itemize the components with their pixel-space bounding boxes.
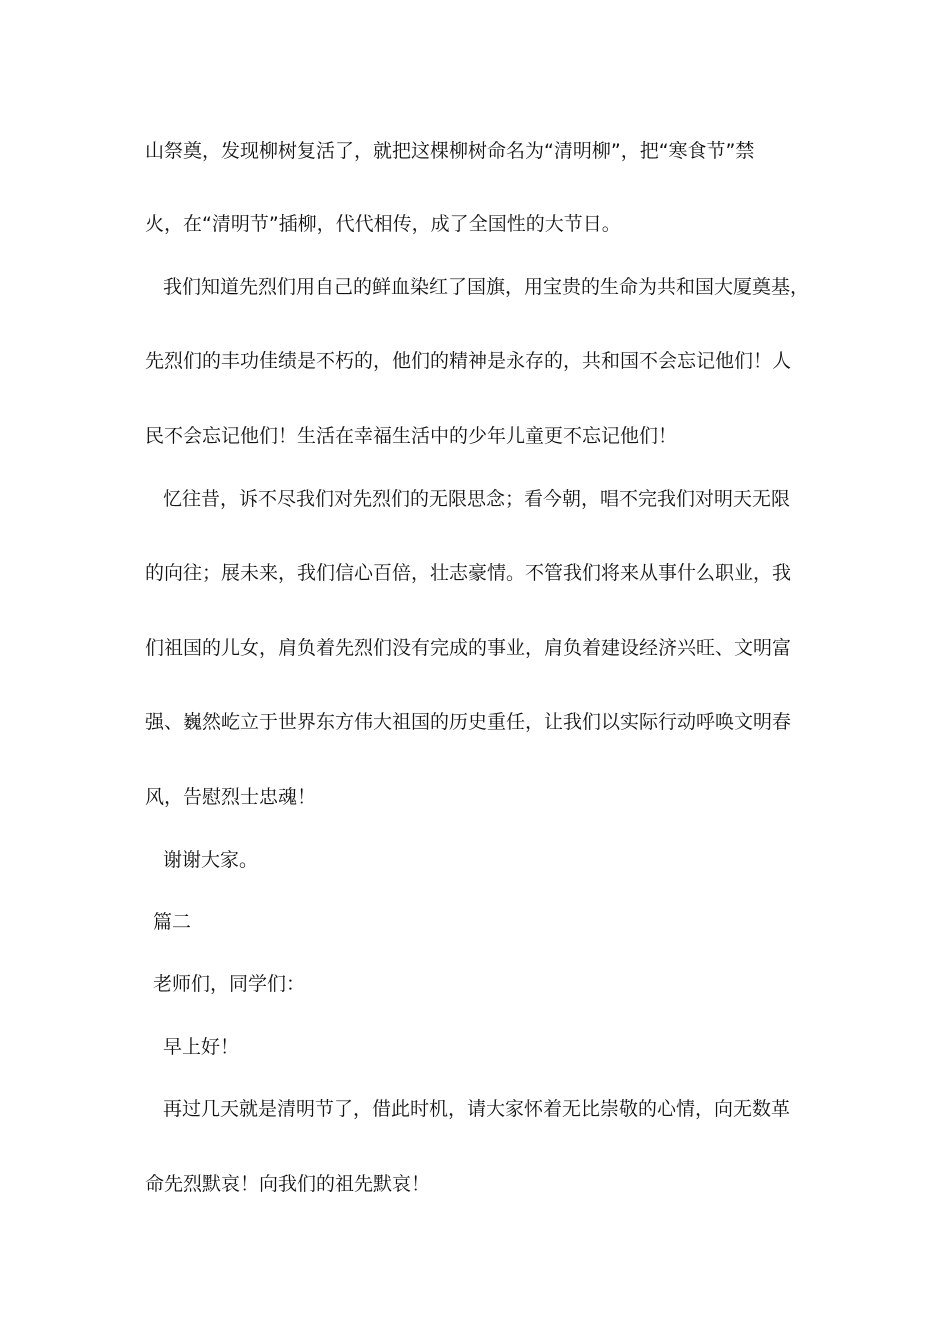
text-line: 民不会忘记他们！生活在幸福生活中的少年儿童更不忘记他们！: [145, 425, 678, 447]
text-line: 的向往；展未来，我们信心百倍，壮志豪情。不管我们将来从事什么职业，我: [145, 562, 792, 584]
paragraph-start: 再过几天就是清明节了，借此时机，请大家怀着无比崇敬的心情，向无数革: [163, 1098, 791, 1120]
paragraph-start: 忆往昔，诉不尽我们对先烈们的无限思念；看今朝，唱不完我们对明天无限: [163, 488, 791, 510]
text-line: 先烈们的丰功佳绩是不朽的，他们的精神是永存的，共和国不会忘记他们！人: [145, 350, 792, 372]
section-heading: 篇二: [153, 911, 192, 933]
text-line: 火，在“清明节”插柳，代代相传，成了全国性的大节日。: [145, 213, 621, 235]
text-line: 风，告慰烈士忠魂！: [145, 786, 317, 808]
closing-line: 谢谢大家。: [163, 849, 259, 871]
text-line: 强、巍然屹立于世界东方伟大祖国的历史重任，让我们以实际行动呼唤文明春: [145, 711, 792, 733]
salutation: 老师们，同学们：: [153, 973, 306, 995]
greeting: 早上好！: [163, 1036, 240, 1058]
paragraph-start: 我们知道先烈们用自己的鲜血染红了国旗，用宝贵的生命为共和国大厦奠基，: [163, 276, 810, 298]
text-line: 命先烈默哀！向我们的祖先默哀！: [145, 1173, 431, 1195]
text-line: 山祭奠，发现柳树复活了，就把这棵柳树命名为“清明柳”，把“寒食节”禁: [145, 140, 755, 162]
text-line: 们祖国的儿女，肩负着先烈们没有完成的事业，肩负着建设经济兴旺、文明富: [145, 637, 792, 659]
